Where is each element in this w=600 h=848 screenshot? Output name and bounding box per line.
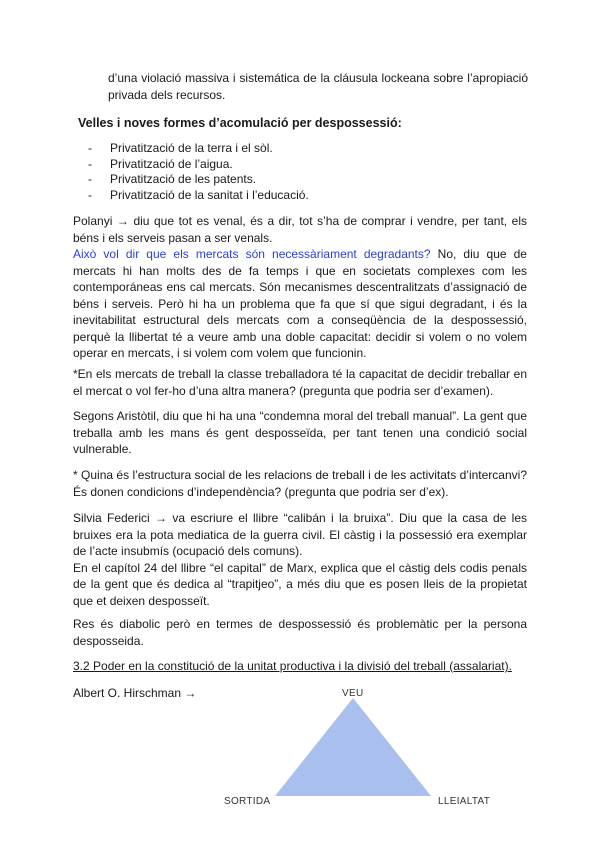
bullet-list	[88, 141, 309, 203]
list-item-text: Privatització de les patents.	[110, 172, 257, 186]
hirschman-triangle-diagram	[220, 686, 500, 812]
polanyi-paragraph: Polanyi → diu que tot es venal, és a dir, tot s’ha de comprar i vendre, per tant, els béns i els serveis pasan a ser venals.	[73, 214, 527, 245]
list-item	[88, 188, 309, 204]
diagram-label-right: LLEIALTAT	[438, 796, 491, 807]
triangle-svg	[220, 686, 500, 812]
diagram-label-top: VEU	[342, 688, 364, 699]
polanyi-block	[73, 213, 527, 362]
federici-paragraph-1: Silvia Federici → va escriure el llibre “calibán i la bruixa”. Diu que la casa de les bruixes era la pota mediatica de la guerra civil. El càstig i la possessió era exemplar de l’acte insubmís (ocupació dels comuns).	[73, 511, 527, 558]
question-answer: No, diu que de mercats hi han molts des de fa temps i que en societats complexes com les contemporáneas ens cal mercats. Són mecanismes descentralitzats d’assignació de béns i serveis. Però hi ha un problema que fa que sí que sigui degradant, i és la inevitabilitat estructural dels mercats com a conseqüència de la despossessió, perquè la llibertat té a veure amb una doble capacitat: decidir si volem o no volem operar en mercats, i si volem com volem que funcionin.	[73, 247, 527, 360]
exam-note-1: *En els mercats de treball la classe treballadora té la capacitat de decidir treballar en el mercat o vol fer-ho d’una altra manera? (pregunta que podria ser d’examen).	[73, 367, 527, 398]
question-highlight: Això vol dir que els mercats són necessàriament degradants?	[73, 247, 431, 261]
list-item	[88, 141, 309, 157]
hirschman-line: Albert O. Hirschman →	[73, 686, 197, 700]
intro-paragraph: d’una violació massiva i sistemática de la cláusula lockeana sobre l’apropiació privada dels recursos.	[108, 71, 528, 102]
list-item-text: Privatització de la terra i el sòl.	[110, 141, 273, 155]
aristotil-paragraph: Segons Aristòtil, diu que hi ha una “condemna moral del treball manual”. La gent que treballa amb les mans és gent desposseïda, per tant tenen una condició social vulnerable.	[73, 409, 527, 456]
federici-paragraph-2: En el capítol 24 del llibre “el capital” de Marx, explica que el càstig dels codis penals de la gent que és dedica al “trapitjeo”, a més diu que es posen lleis de la propietat que et deixen desposseït.	[73, 560, 527, 608]
diagram-label-left: SORTIDA	[224, 796, 271, 807]
bullet-dash: -	[88, 141, 92, 155]
list-item-text: Privatització de la sanitat i l’educació.	[110, 187, 309, 202]
federici-block	[73, 510, 527, 609]
bullet-dash: -	[88, 187, 92, 202]
exam-note-2: * Quina és l’estructura social de les relacions de treball i de les activitats d’intercanvi? És donen condicions d’independència? (pregunta que podria ser d’ex).	[73, 468, 527, 499]
triangle-shape	[275, 698, 431, 796]
list-item	[88, 172, 309, 188]
list-item-text: Privatització de l’aigua.	[110, 156, 233, 171]
list-item	[88, 157, 309, 173]
question-paragraph	[73, 246, 527, 362]
section-heading: Velles i noves formes d’acomulació per despossessió:	[78, 116, 402, 130]
res-diabolic-paragraph: Res és diabolic però en termes de despossessió és problemàtic per la persona desposseida.	[73, 617, 527, 648]
subsection-title: 3.2 Poder en la constitució de la unitat productiva i la divisió del treball (assalariat).	[73, 659, 512, 673]
bullet-dash: -	[88, 172, 92, 186]
bullet-dash: -	[88, 156, 92, 171]
